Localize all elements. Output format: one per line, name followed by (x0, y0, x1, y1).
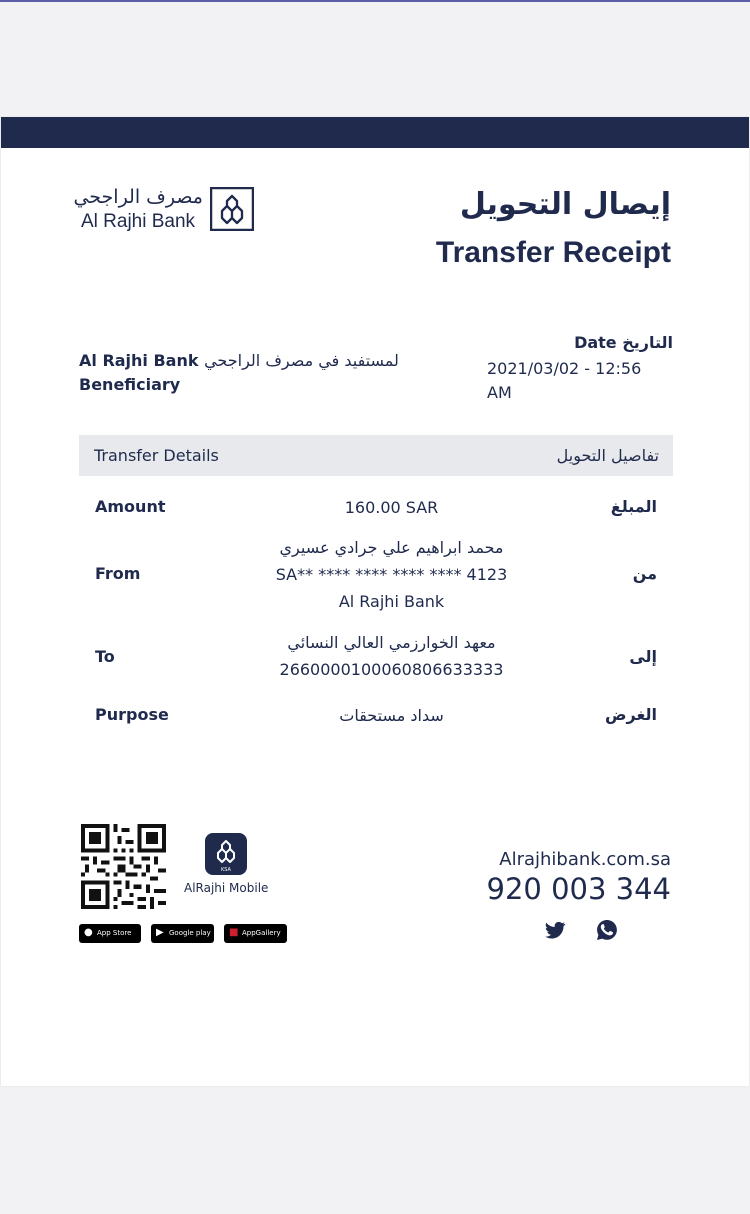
to-value (239, 629, 544, 683)
date-value-line2: AM (487, 383, 512, 402)
receipt-title-arabic: إيصال التحويل (459, 187, 671, 222)
detail-row-amount (79, 494, 673, 524)
sender-name: محمد ابراهيم علي جرادي عسيري (279, 538, 504, 557)
beneficiary-bank-english: Al Rajhi Bank (79, 351, 199, 370)
huawei-icon: ■ (229, 927, 239, 938)
app-region-badge: KSA (221, 867, 231, 873)
top-accent-line (0, 0, 750, 2)
transfer-details-header (79, 435, 673, 476)
date-block (487, 331, 673, 405)
sender-bank: Al Rajhi Bank (338, 592, 445, 611)
detail-row-from (79, 534, 673, 618)
amount-label-english: Amount (95, 497, 166, 516)
from-label-english: From (95, 564, 141, 583)
apple-icon: ● (84, 927, 93, 938)
to-label-english: To (95, 647, 115, 666)
recipient-account: 2660000100060806633333 (279, 660, 504, 679)
amount-label-arabic: المبلغ (610, 497, 657, 516)
sender-iban: SA** **** **** **** **** 4123 (275, 565, 508, 584)
transfer-details-title-arabic: تفاصيل التحويل (556, 446, 659, 465)
purpose-label-arabic: الغرض (605, 705, 657, 724)
google-play-icon: ▶ (156, 927, 164, 938)
app-name: AlRajhi Mobile (184, 881, 269, 895)
beneficiary-label: Beneficiary (79, 375, 181, 394)
google-play-badge[interactable] (151, 924, 214, 943)
from-label-arabic: من (632, 564, 657, 583)
date-label-arabic: التاريخ (622, 333, 673, 352)
bank-phone-number[interactable]: 920 003 344 (486, 872, 671, 906)
bank-name-english: Al Rajhi Bank (81, 211, 196, 232)
to-label-arabic: إلى (629, 647, 657, 666)
alrajhi-mobile-app-icon[interactable] (205, 833, 247, 875)
recipient-name: معهد الخوارزمي العالي النسائي (287, 633, 496, 652)
google-play-label: Google play (169, 929, 211, 937)
date-label-english: Date (574, 333, 617, 352)
receipt-header-band (1, 117, 749, 148)
purpose-label-english: Purpose (95, 705, 169, 724)
whatsapp-icon[interactable] (595, 918, 619, 942)
bank-website-link[interactable]: Alrajhibank.com.sa (499, 849, 671, 870)
app-store-badge[interactable] (79, 924, 141, 943)
bank-name-arabic: مصرف الراجحي (73, 186, 203, 208)
purpose-value-line: سداد مستحقات (339, 706, 444, 725)
bank-emblem-icon (210, 187, 254, 231)
transfer-details-title-english: Transfer Details (94, 446, 219, 465)
bank-logo (73, 186, 259, 236)
amount-value-line: 160.00 SAR (344, 498, 439, 517)
from-value (239, 534, 544, 615)
date-label (487, 331, 673, 355)
purpose-value (239, 702, 544, 729)
app-gallery-label: AppGallery (242, 929, 281, 937)
twitter-icon[interactable] (543, 918, 567, 942)
app-gallery-badge[interactable] (224, 924, 287, 943)
detail-row-to (79, 629, 673, 687)
detail-row-purpose (79, 702, 673, 732)
date-value (487, 357, 673, 405)
receipt-title-english: Transfer Receipt (435, 236, 671, 269)
beneficiary-bank-arabic: لمستفيد في مصرف الراجحي (204, 351, 399, 370)
qr-code (81, 824, 166, 909)
app-store-label: App Store (97, 929, 132, 937)
date-value-line1: 2021/03/02 - 12:56 (487, 359, 642, 378)
receipt-card (1, 117, 749, 1086)
amount-value (239, 494, 544, 521)
beneficiary-info (79, 349, 419, 397)
